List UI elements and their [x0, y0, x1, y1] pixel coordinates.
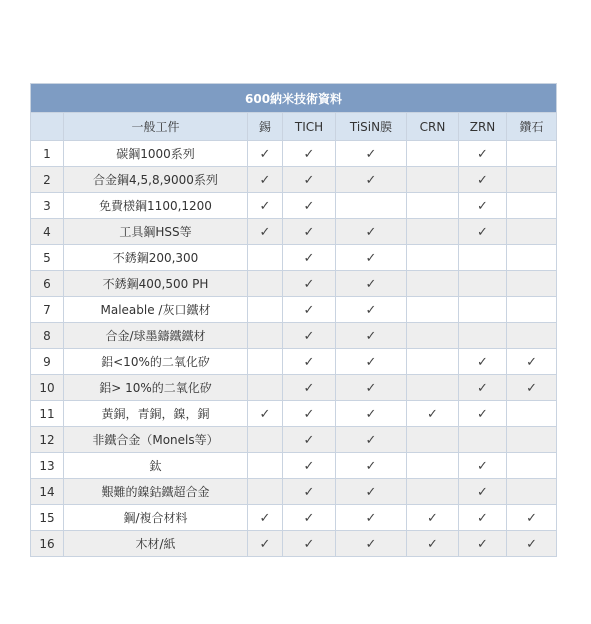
- check-icon: ✓: [365, 432, 377, 448]
- row-number: 16: [31, 531, 64, 557]
- check-icon: ✓: [365, 302, 377, 318]
- coating-cell: [507, 141, 557, 167]
- row-number: 13: [31, 453, 64, 479]
- check-icon: ✓: [365, 250, 377, 266]
- coating-cell: [459, 427, 507, 453]
- coating-cell: [248, 505, 283, 531]
- coating-cell: [459, 375, 507, 401]
- table-row: [31, 167, 557, 193]
- material-name: 鋁<10%的二氧化矽: [64, 349, 248, 375]
- coating-cell: [248, 323, 283, 349]
- coating-cell: [507, 349, 557, 375]
- coating-cell: [407, 297, 459, 323]
- coating-cell: [459, 349, 507, 375]
- row-number: 7: [31, 297, 64, 323]
- coating-cell: [283, 427, 336, 453]
- coating-cell: [248, 297, 283, 323]
- material-name: 工具鋼HSS等: [64, 219, 248, 245]
- coating-cell: [459, 323, 507, 349]
- coating-cell: [407, 245, 459, 271]
- check-icon: ✓: [303, 484, 315, 500]
- coating-cell: [283, 245, 336, 271]
- table-row: [31, 427, 557, 453]
- check-icon: ✓: [477, 146, 488, 162]
- coating-cell: [407, 427, 459, 453]
- check-icon: ✓: [259, 198, 271, 214]
- row-number: 2: [31, 167, 64, 193]
- coating-cell: [283, 271, 336, 297]
- row-number: 8: [31, 323, 64, 349]
- coating-cell: [248, 193, 283, 219]
- check-icon: ✓: [477, 536, 488, 552]
- coating-cell: [248, 427, 283, 453]
- coating-cell: [459, 245, 507, 271]
- coating-cell: [407, 219, 459, 245]
- row-number: 3: [31, 193, 64, 219]
- coating-cell: [459, 193, 507, 219]
- coating-cell: [336, 167, 407, 193]
- check-icon: ✓: [259, 224, 271, 240]
- coating-cell: [336, 193, 407, 219]
- check-icon: ✓: [477, 354, 488, 370]
- coating-cell: [283, 219, 336, 245]
- coating-cell: [407, 531, 459, 557]
- column-header-row: [31, 113, 557, 141]
- coating-cell: [459, 401, 507, 427]
- index-column-header: [31, 113, 64, 141]
- coating-cell: [248, 401, 283, 427]
- coating-cell: [283, 141, 336, 167]
- check-icon: ✓: [477, 484, 488, 500]
- table-row: [31, 297, 557, 323]
- row-number: 14: [31, 479, 64, 505]
- coating-cell: [248, 349, 283, 375]
- coating-cell: [459, 141, 507, 167]
- coating-cell: [336, 479, 407, 505]
- coating-cell: [248, 375, 283, 401]
- coating-cell: [336, 427, 407, 453]
- table-row: [31, 505, 557, 531]
- material-name: 合金鋼4,5,8,9000系列: [64, 167, 248, 193]
- check-icon: ✓: [303, 536, 315, 552]
- table-row: [31, 141, 557, 167]
- row-number: 12: [31, 427, 64, 453]
- coating-cell: [459, 479, 507, 505]
- material-name: 不銹鋼200,300: [64, 245, 248, 271]
- check-icon: ✓: [526, 380, 537, 396]
- check-icon: ✓: [259, 406, 271, 422]
- coating-cell: [248, 219, 283, 245]
- check-icon: ✓: [365, 458, 377, 474]
- check-icon: ✓: [477, 458, 488, 474]
- coating-cell: [283, 297, 336, 323]
- coating-column-header: TiSiN膜: [336, 113, 407, 141]
- check-icon: ✓: [427, 406, 438, 422]
- check-icon: ✓: [303, 380, 315, 396]
- check-icon: ✓: [303, 432, 315, 448]
- check-icon: ✓: [303, 146, 315, 162]
- check-icon: ✓: [427, 510, 438, 526]
- coating-cell: [507, 219, 557, 245]
- coating-cell: [248, 479, 283, 505]
- check-icon: ✓: [477, 172, 488, 188]
- coating-cell: [336, 271, 407, 297]
- check-icon: ✓: [303, 172, 315, 188]
- coating-cell: [459, 453, 507, 479]
- table-row: [31, 349, 557, 375]
- coating-cell: [507, 505, 557, 531]
- coating-cell: [407, 505, 459, 531]
- coating-spec-table-container: [30, 83, 556, 557]
- coating-cell: [507, 297, 557, 323]
- coating-cell: [336, 505, 407, 531]
- coating-cell: [459, 167, 507, 193]
- coating-cell: [507, 271, 557, 297]
- check-icon: ✓: [259, 536, 271, 552]
- check-icon: ✓: [303, 510, 315, 526]
- coating-cell: [283, 531, 336, 557]
- table-row: [31, 323, 557, 349]
- material-name: 非鐵合金（Monels等）: [64, 427, 248, 453]
- coating-cell: [459, 271, 507, 297]
- table-row: [31, 193, 557, 219]
- coating-cell: [407, 271, 459, 297]
- coating-cell: [336, 297, 407, 323]
- coating-cell: [248, 531, 283, 557]
- check-icon: ✓: [303, 224, 315, 240]
- row-number: 1: [31, 141, 64, 167]
- coating-column-header: CRN: [407, 113, 459, 141]
- coating-cell: [407, 167, 459, 193]
- check-icon: ✓: [365, 276, 377, 292]
- material-name: 鋁> 10%的二氧化矽: [64, 375, 248, 401]
- material-name: 不銹鋼400,500 PH: [64, 271, 248, 297]
- coating-cell: [248, 167, 283, 193]
- check-icon: ✓: [303, 250, 315, 266]
- coating-cell: [407, 141, 459, 167]
- check-icon: ✓: [303, 276, 315, 292]
- coating-cell: [407, 479, 459, 505]
- coating-cell: [283, 479, 336, 505]
- check-icon: ✓: [259, 146, 271, 162]
- coating-cell: [283, 453, 336, 479]
- check-icon: ✓: [477, 510, 488, 526]
- check-icon: ✓: [365, 172, 377, 188]
- check-icon: ✓: [303, 406, 315, 422]
- table-row: [31, 271, 557, 297]
- row-number: 4: [31, 219, 64, 245]
- check-icon: ✓: [259, 172, 271, 188]
- coating-cell: [248, 271, 283, 297]
- check-icon: ✓: [365, 536, 377, 552]
- material-name: 木材/紙: [64, 531, 248, 557]
- coating-cell: [336, 323, 407, 349]
- table-row: [31, 453, 557, 479]
- coating-cell: [507, 401, 557, 427]
- coating-cell: [336, 531, 407, 557]
- table-title: 600納米技術資料: [31, 84, 557, 113]
- material-name: 碳鋼1000系列: [64, 141, 248, 167]
- table-row: [31, 375, 557, 401]
- table-row: [31, 245, 557, 271]
- coating-cell: [336, 141, 407, 167]
- table-row: [31, 401, 557, 427]
- coating-cell: [283, 323, 336, 349]
- coating-column-header: 鑽石: [507, 113, 557, 141]
- check-icon: ✓: [477, 224, 488, 240]
- coating-column-header: ZRN: [459, 113, 507, 141]
- material-name: 鋼/複合材料: [64, 505, 248, 531]
- coating-cell: [283, 401, 336, 427]
- check-icon: ✓: [477, 198, 488, 214]
- coating-cell: [507, 453, 557, 479]
- table-row: [31, 479, 557, 505]
- coating-cell: [407, 401, 459, 427]
- material-name: 黃銅，青銅，鎳，銅: [64, 401, 248, 427]
- table-row: [31, 219, 557, 245]
- coating-cell: [248, 141, 283, 167]
- material-name: 合金/球墨鑄鐵鐵材: [64, 323, 248, 349]
- check-icon: ✓: [526, 510, 537, 526]
- material-name: 鈦: [64, 453, 248, 479]
- material-name: 艱難的鎳鈷鐵超合金: [64, 479, 248, 505]
- coating-cell: [507, 193, 557, 219]
- coating-cell: [248, 245, 283, 271]
- check-icon: ✓: [477, 406, 488, 422]
- coating-cell: [507, 531, 557, 557]
- check-icon: ✓: [303, 302, 315, 318]
- coating-cell: [407, 323, 459, 349]
- coating-cell: [459, 297, 507, 323]
- coating-cell: [407, 453, 459, 479]
- row-number: 10: [31, 375, 64, 401]
- coating-cell: [248, 453, 283, 479]
- coating-cell: [459, 505, 507, 531]
- coating-cell: [336, 401, 407, 427]
- check-icon: ✓: [303, 354, 315, 370]
- check-icon: ✓: [303, 198, 315, 214]
- table-row: [31, 531, 557, 557]
- check-icon: ✓: [365, 328, 377, 344]
- coating-cell: [407, 193, 459, 219]
- check-icon: ✓: [303, 328, 315, 344]
- coating-cell: [459, 531, 507, 557]
- check-icon: ✓: [365, 224, 377, 240]
- tool-column-header: 一般工件: [64, 113, 248, 141]
- coating-cell: [283, 505, 336, 531]
- check-icon: ✓: [365, 484, 377, 500]
- coating-column-header: TICH: [283, 113, 336, 141]
- check-icon: ✓: [477, 380, 488, 396]
- coating-cell: [283, 193, 336, 219]
- coating-cell: [336, 219, 407, 245]
- check-icon: ✓: [526, 354, 537, 370]
- coating-cell: [336, 453, 407, 479]
- coating-cell: [283, 167, 336, 193]
- coating-cell: [407, 375, 459, 401]
- check-icon: ✓: [365, 354, 377, 370]
- coating-cell: [507, 167, 557, 193]
- check-icon: ✓: [365, 380, 377, 396]
- coating-cell: [407, 349, 459, 375]
- coating-cell: [507, 427, 557, 453]
- table-body: [31, 141, 557, 557]
- coating-cell: [336, 349, 407, 375]
- row-number: 9: [31, 349, 64, 375]
- material-name: Maleable /灰口鐵材: [64, 297, 248, 323]
- coating-cell: [283, 375, 336, 401]
- row-number: 15: [31, 505, 64, 531]
- coating-cell: [507, 479, 557, 505]
- coating-column-header: 錫: [248, 113, 283, 141]
- check-icon: ✓: [259, 510, 271, 526]
- row-number: 6: [31, 271, 64, 297]
- coating-cell: [336, 245, 407, 271]
- check-icon: ✓: [427, 536, 438, 552]
- coating-cell: [507, 245, 557, 271]
- row-number: 5: [31, 245, 64, 271]
- coating-cell: [336, 375, 407, 401]
- check-icon: ✓: [303, 458, 315, 474]
- check-icon: ✓: [365, 146, 377, 162]
- coating-spec-table: [30, 83, 557, 557]
- row-number: 11: [31, 401, 64, 427]
- check-icon: ✓: [526, 536, 537, 552]
- coating-cell: [507, 375, 557, 401]
- check-icon: ✓: [365, 406, 377, 422]
- coating-cell: [459, 219, 507, 245]
- coating-cell: [507, 323, 557, 349]
- check-icon: ✓: [365, 510, 377, 526]
- coating-cell: [283, 349, 336, 375]
- material-name: 免費檨鋼1100,1200: [64, 193, 248, 219]
